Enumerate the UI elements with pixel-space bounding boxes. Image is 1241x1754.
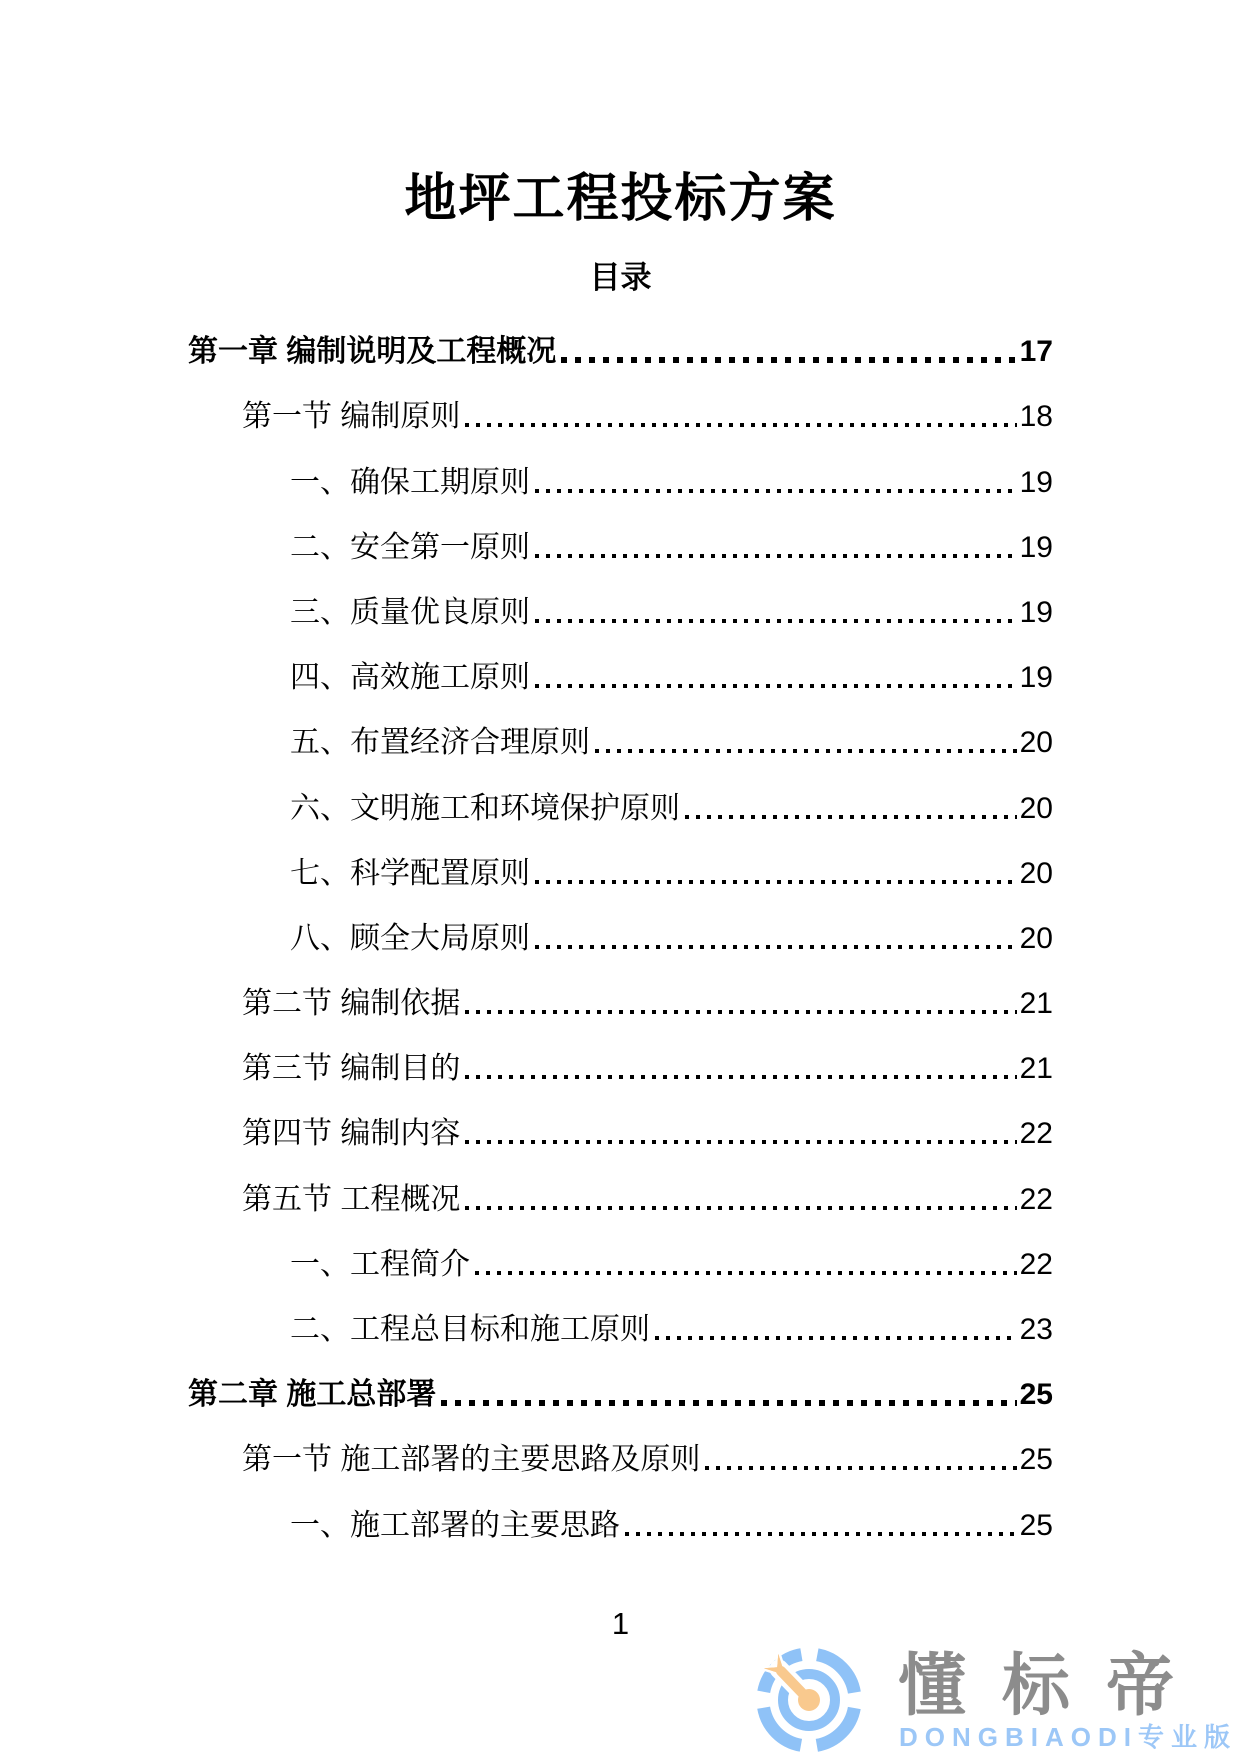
- toc-entry-page: 19: [1019, 595, 1053, 629]
- toc-entry-row: [188, 449, 1053, 514]
- toc-entry-page: 19: [1019, 661, 1053, 695]
- dot-leader: [465, 1075, 1016, 1079]
- toc-entry-row: [188, 580, 1053, 645]
- toc-entry-row: [188, 775, 1053, 840]
- dot-leader: [535, 684, 1017, 688]
- toc-entry-row: [188, 1362, 1053, 1427]
- toc-entry-row: [188, 906, 1053, 971]
- toc-entry-page: 22: [1019, 1182, 1053, 1216]
- footer-page-number: 1: [611, 1606, 630, 1641]
- table-of-contents: [188, 319, 1053, 1558]
- toc-entry-page: 19: [1019, 530, 1053, 564]
- toc-entry-text: 五、布置经济合理原则: [290, 726, 590, 760]
- toc-entry-row: [188, 1427, 1053, 1492]
- dot-leader: [625, 1532, 1017, 1536]
- dot-leader: [535, 619, 1017, 623]
- toc-entry-text: 第五节 工程概况: [242, 1182, 461, 1216]
- toc-entry-row: [188, 1232, 1053, 1297]
- toc-entry-text: 七、科学配置原则: [290, 856, 530, 890]
- toc-entry-page: 20: [1019, 791, 1053, 825]
- toc-entry-text: 第二章 施工总部署: [188, 1378, 437, 1412]
- toc-entry-page: 20: [1019, 726, 1053, 760]
- toc-entry-page: 23: [1019, 1313, 1053, 1346]
- toc-entry-text: 一、确保工期原则: [290, 465, 530, 499]
- toc-entry-page: 21: [1019, 1052, 1053, 1086]
- toc-entry-row: [188, 1166, 1053, 1231]
- toc-entry-row: [188, 1297, 1053, 1362]
- dot-leader: [465, 423, 1016, 427]
- brand-name-sub: DONGBIAODI专业版: [899, 1722, 1238, 1752]
- dot-leader: [705, 1466, 1016, 1470]
- toc-entry-page: 18: [1019, 400, 1053, 434]
- dot-leader: [685, 815, 1017, 819]
- dot-leader: [535, 489, 1017, 493]
- toc-entry-row: [188, 1101, 1053, 1166]
- toc-entry-text: 六、文明施工和环境保护原则: [290, 791, 680, 825]
- toc-entry-page: 25: [1019, 1443, 1053, 1477]
- dot-leader: [465, 1140, 1016, 1144]
- dot-leader: [535, 880, 1017, 884]
- toc-entry-page: 22: [1019, 1247, 1053, 1281]
- toc-entry-row: [188, 841, 1053, 906]
- toc-entry-row: [188, 971, 1053, 1036]
- toc-entry-page: 25: [1019, 1378, 1053, 1412]
- toc-entry-row: [188, 1492, 1053, 1557]
- dot-leader: [535, 554, 1017, 558]
- brand-name-cn: 懂标帝: [898, 1648, 1211, 1724]
- dot-leader: [465, 1206, 1016, 1210]
- toc-entry-page: 25: [1019, 1508, 1053, 1542]
- toc-entry-page: 20: [1019, 856, 1053, 890]
- toc-entry-row: [188, 710, 1053, 775]
- toc-entry-row: [188, 384, 1053, 449]
- dot-leader: [441, 1400, 1016, 1406]
- toc-entry-text: 第四节 编制内容: [242, 1117, 461, 1151]
- toc-entry-text: 一、施工部署的主要思路: [290, 1508, 620, 1542]
- toc-entry-row: [188, 319, 1053, 384]
- toc-entry-row: [188, 645, 1053, 710]
- toc-entry-text: 第一章 编制说明及工程概况: [188, 335, 557, 369]
- toc-entry-text: 八、顾全大局原则: [290, 921, 530, 955]
- toc-entry-text: 三、质量优良原则: [290, 595, 530, 629]
- dot-leader: [561, 357, 1016, 363]
- toc-entry-text: 四、高效施工原则: [290, 661, 530, 695]
- document-title: 地坪工程投标方案: [404, 170, 837, 228]
- toc-entry-text: 第一节 编制原则: [242, 400, 461, 434]
- toc-entry-text: 第二节 编制依据: [242, 987, 461, 1021]
- toc-entry-page: 22: [1019, 1117, 1053, 1151]
- toc-entry-page: 19: [1019, 465, 1053, 499]
- toc-entry-text: 一、工程简介: [290, 1247, 470, 1281]
- toc-entry-text: 二、工程总目标和施工原则: [290, 1313, 650, 1346]
- toc-entry-page: 20: [1019, 921, 1053, 955]
- dot-leader: [535, 945, 1017, 949]
- toc-entry-text: 第一节 施工部署的主要思路及原则: [242, 1443, 701, 1477]
- dot-leader: [655, 1336, 1017, 1340]
- dot-leader: [595, 749, 1017, 753]
- toc-entry-text: 第三节 编制目的: [242, 1052, 461, 1086]
- toc-entry-page: 17: [1019, 335, 1053, 369]
- dot-leader: [475, 1271, 1017, 1275]
- toc-entry-row: [188, 1036, 1053, 1101]
- toc-entry-page: 21: [1019, 987, 1053, 1021]
- toc-entry-row: [188, 515, 1053, 580]
- toc-entry-text: 二、安全第一原则: [290, 530, 530, 564]
- dot-leader: [465, 1010, 1016, 1014]
- toc-heading: 目录: [589, 260, 652, 295]
- target-arrow-icon: [752, 1640, 864, 1754]
